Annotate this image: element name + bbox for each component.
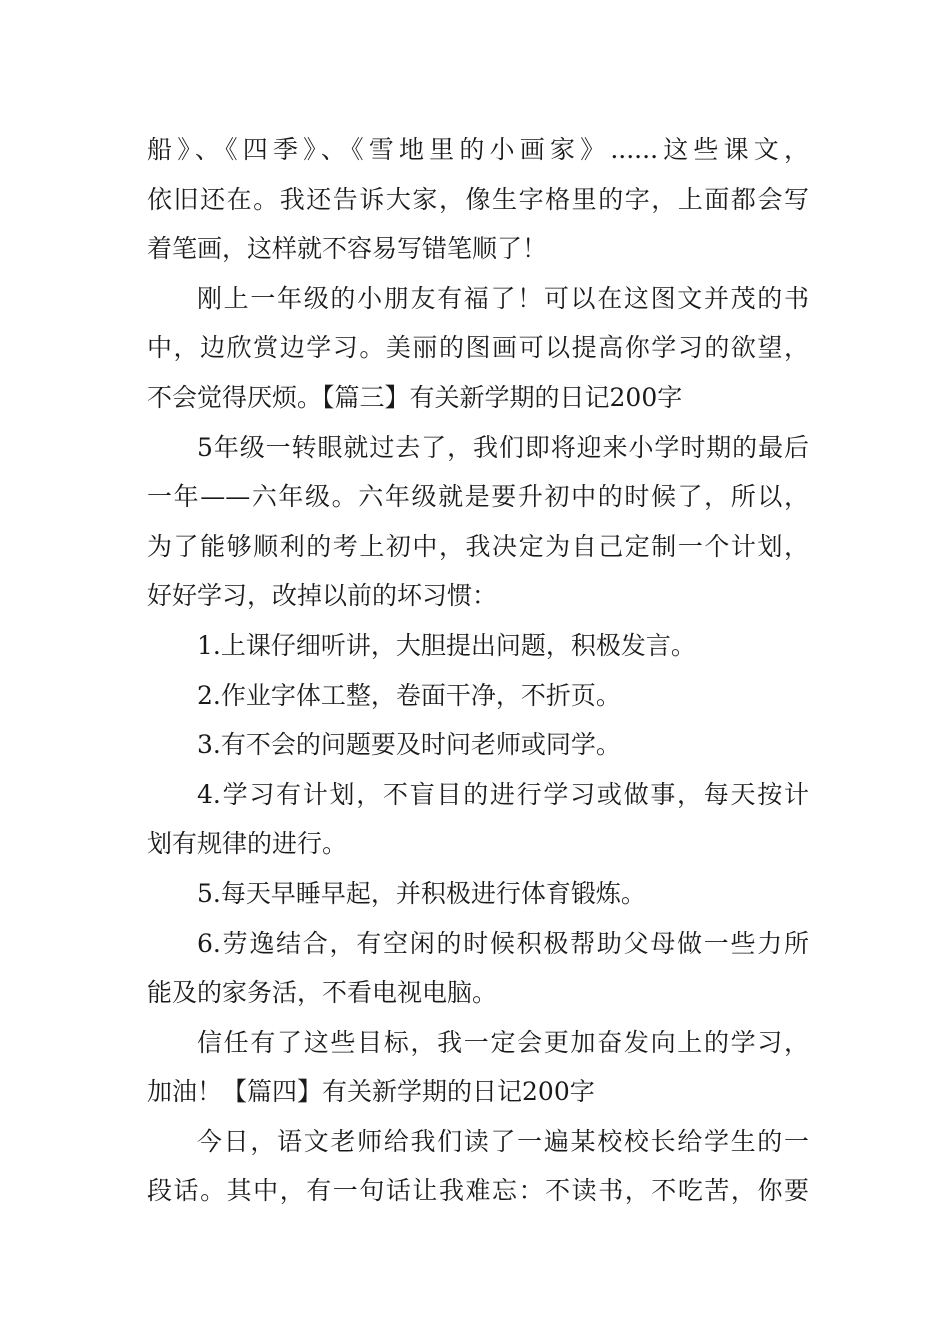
text-line: 为了能够顺利的考上初中，我决定为自己定制一个计划， <box>147 531 809 561</box>
text-line: 好好学习，改掉以前的坏习惯： <box>147 581 498 611</box>
text-line: 加油！【篇四】有关新学期的日记200字 <box>147 1077 595 1107</box>
text-line: 着笔画，这样就不容易写错笔顺了！ <box>147 234 548 264</box>
text-line: 5年级一转眼就过去了，我们即将迎来小学时期的最后 <box>197 432 809 462</box>
text-line: 刚上一年级的小朋友有福了！可以在这图文并茂的书 <box>197 283 809 313</box>
text-line: 信任有了这些目标，我一定会更加奋发向上的学习， <box>197 1027 809 1057</box>
text-line: 能及的家务活，不看电视电脑。 <box>147 978 498 1008</box>
text-line: 段话。其中，有一句话让我难忘：不读书，不吃苦，你要 <box>147 1176 809 1206</box>
text-line: 5.每天早睡早起，并积极进行体育锻炼。 <box>197 878 646 908</box>
text-line: 2.作业字体工整，卷面干净，不折页。 <box>197 680 621 710</box>
text-line: 3.有不会的问题要及时问老师或同学。 <box>197 730 621 760</box>
text-line: 中，边欣赏边学习。美丽的图画可以提高你学习的欲望， <box>147 333 809 363</box>
document-body <box>147 125 809 1216</box>
text-line: 今日，语文老师给我们读了一遍某校校长给学生的一 <box>197 1126 809 1156</box>
text-line: 依旧还在。我还告诉大家，像生字格里的字，上面都会写 <box>147 184 809 214</box>
text-line: 一年——六年级。六年级就是要升初中的时候了，所以， <box>147 482 809 512</box>
text-line: 1.上课仔细听讲，大胆提出问题，积极发言。 <box>197 630 696 660</box>
text-line: 划有规律的进行。 <box>147 829 348 859</box>
text-line: 不会觉得厌烦。【篇三】有关新学期的日记200字 <box>147 382 683 412</box>
text-line: 船》、《四季》、《雪地里的小画家》......这些课文， <box>147 135 809 164</box>
text-line: 6.劳逸结合，有空闲的时候积极帮助父母做一些力所 <box>197 928 809 958</box>
text-line: 4.学习有计划，不盲目的进行学习或做事，每天按计 <box>197 779 809 809</box>
